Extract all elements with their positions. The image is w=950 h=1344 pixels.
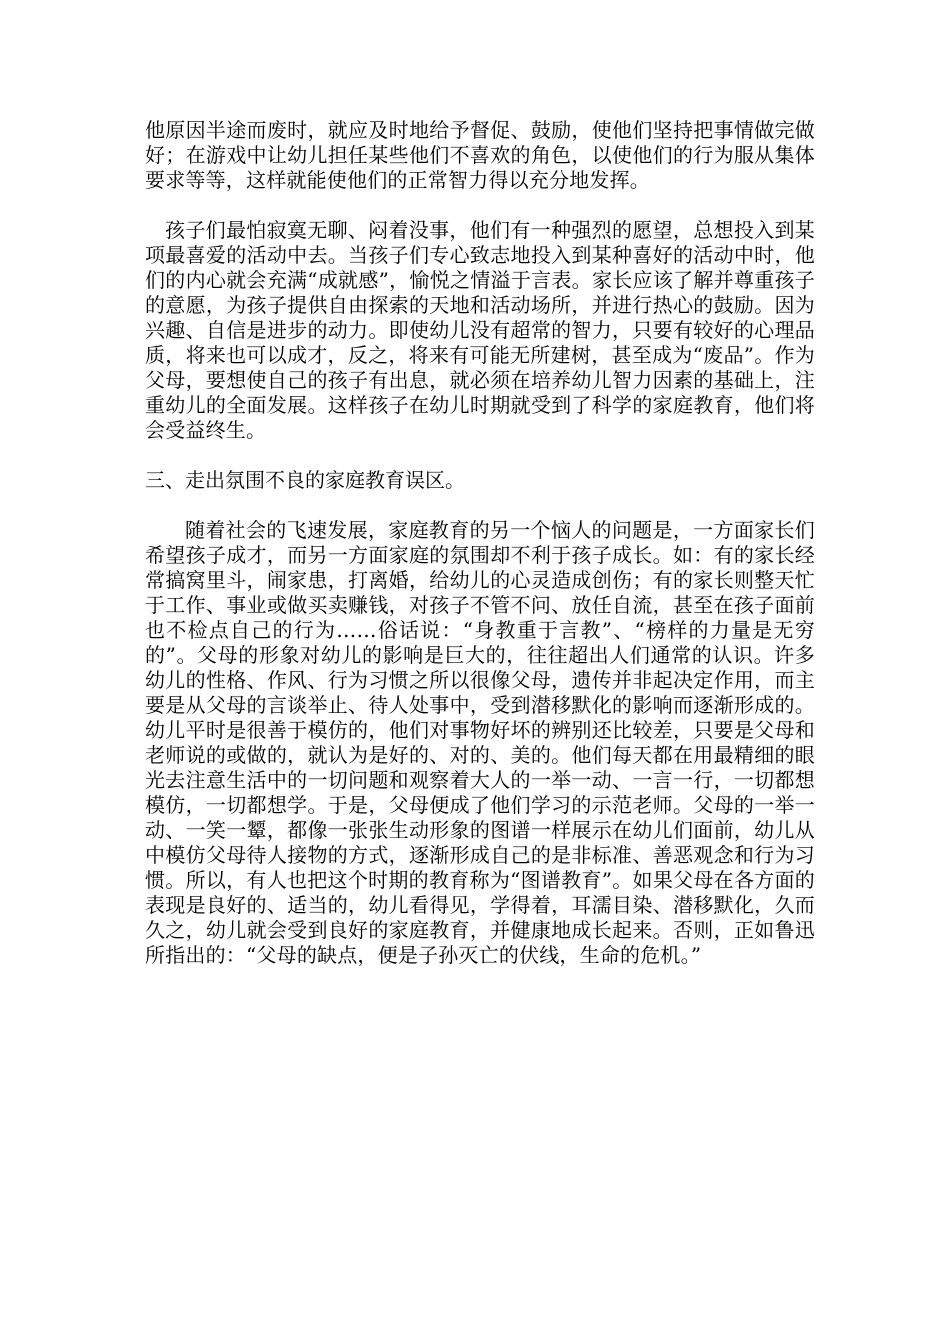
paragraph-continuation: 他原因半途而废时，就应及时地给予督促、鼓励，使他们坚持把事情做完做好；在游戏中让幼儿担任某些他们不喜欢的角色，以使他们的行为服从集体要求等等，这样就能使他们的正常智力得以充分地发挥。 bbox=[145, 118, 815, 192]
paragraph-interest-confidence: 孩子们最怕寂寞无聊、闷着没事，他们有一种强烈的愿望，总想投入到某项最喜爱的活动中去。当孩子们专心致志地投入到某种喜好的活动中时，他们的内心就会充满“成就感”，愉悦之情溢于言表。家长应该了解并尊重孩子的意愿，为孩子提供自由探索的天地和活动场所，并进行热心的鼓励。因为兴趣、自信是进步的动力。即使幼儿没有超常的智力，只要有较好的心理品质，将来也可以成才，反之，将来有可能无所建树，甚至成为“废品”。作为父母，要想使自己的孩子有出息，就必须在培养幼儿智力因素的基础上，注重幼儿的全面发展。这样孩子在幼儿时期就受到了科学的家庭教育，他们将会受益终生。 bbox=[145, 218, 815, 442]
document-page bbox=[145, 118, 815, 968]
section-heading: 三、走出氛围不良的家庭教育误区。 bbox=[145, 468, 465, 492]
paragraph-family-atmosphere: 随着社会的飞速发展，家庭教育的另一个恼人的问题是，一方面家长们希望孩子成才，而另一方面家庭的氛围却不利于孩子成长。如：有的家长经常搞窝里斗，闹家患，打离婚，给幼儿的心灵造成创伤；有的家长则整天忙于工作、事业或做买卖赚钱，对孩子不管不问、放任自流，甚至在孩子面前也不检点自己的行为……俗话说：“身教重于言教”、“榜样的力量是无穷的”。父母的形象对幼儿的影响是巨大的，往往超出人们通常的认识。许多幼儿的性格、作风、行为习惯之所以很像父母，遗传并非起决定作用，而主要是从父母的言谈举止、待人处事中，受到潜移默化的影响而逐渐形成的。幼儿平时是很善于模仿的，他们对事物好坏的辨别还比较差，只要是父母和老师说的或做的，就认为是好的、对的、美的。他们每天都在用最精细的眼光去注意生活中的一切问题和观察着大人的一举一动、一言一行，一切都想模仿，一切都想学。于是，父母便成了他们学习的示范老师。父母的一举一动、一笑一颦，都像一张张生动形象的图谱一样展示在幼儿们面前，幼儿从中模仿父母待人接物的方式，逐渐形成自己的是非标准、善恶观念和行为习惯。所以，有人也把这个时期的教育称为“图谱教育”。如果父母在各方面的表现是良好的、适当的，幼儿看得见，学得着，耳濡目染、潜移默化，久而久之，幼儿就会受到良好的家庭教育，并健康地成长起来。否则，正如鲁迅所指出的：“父母的缺点，便是子孙灭亡的伏线，生命的危机。” bbox=[145, 518, 815, 967]
